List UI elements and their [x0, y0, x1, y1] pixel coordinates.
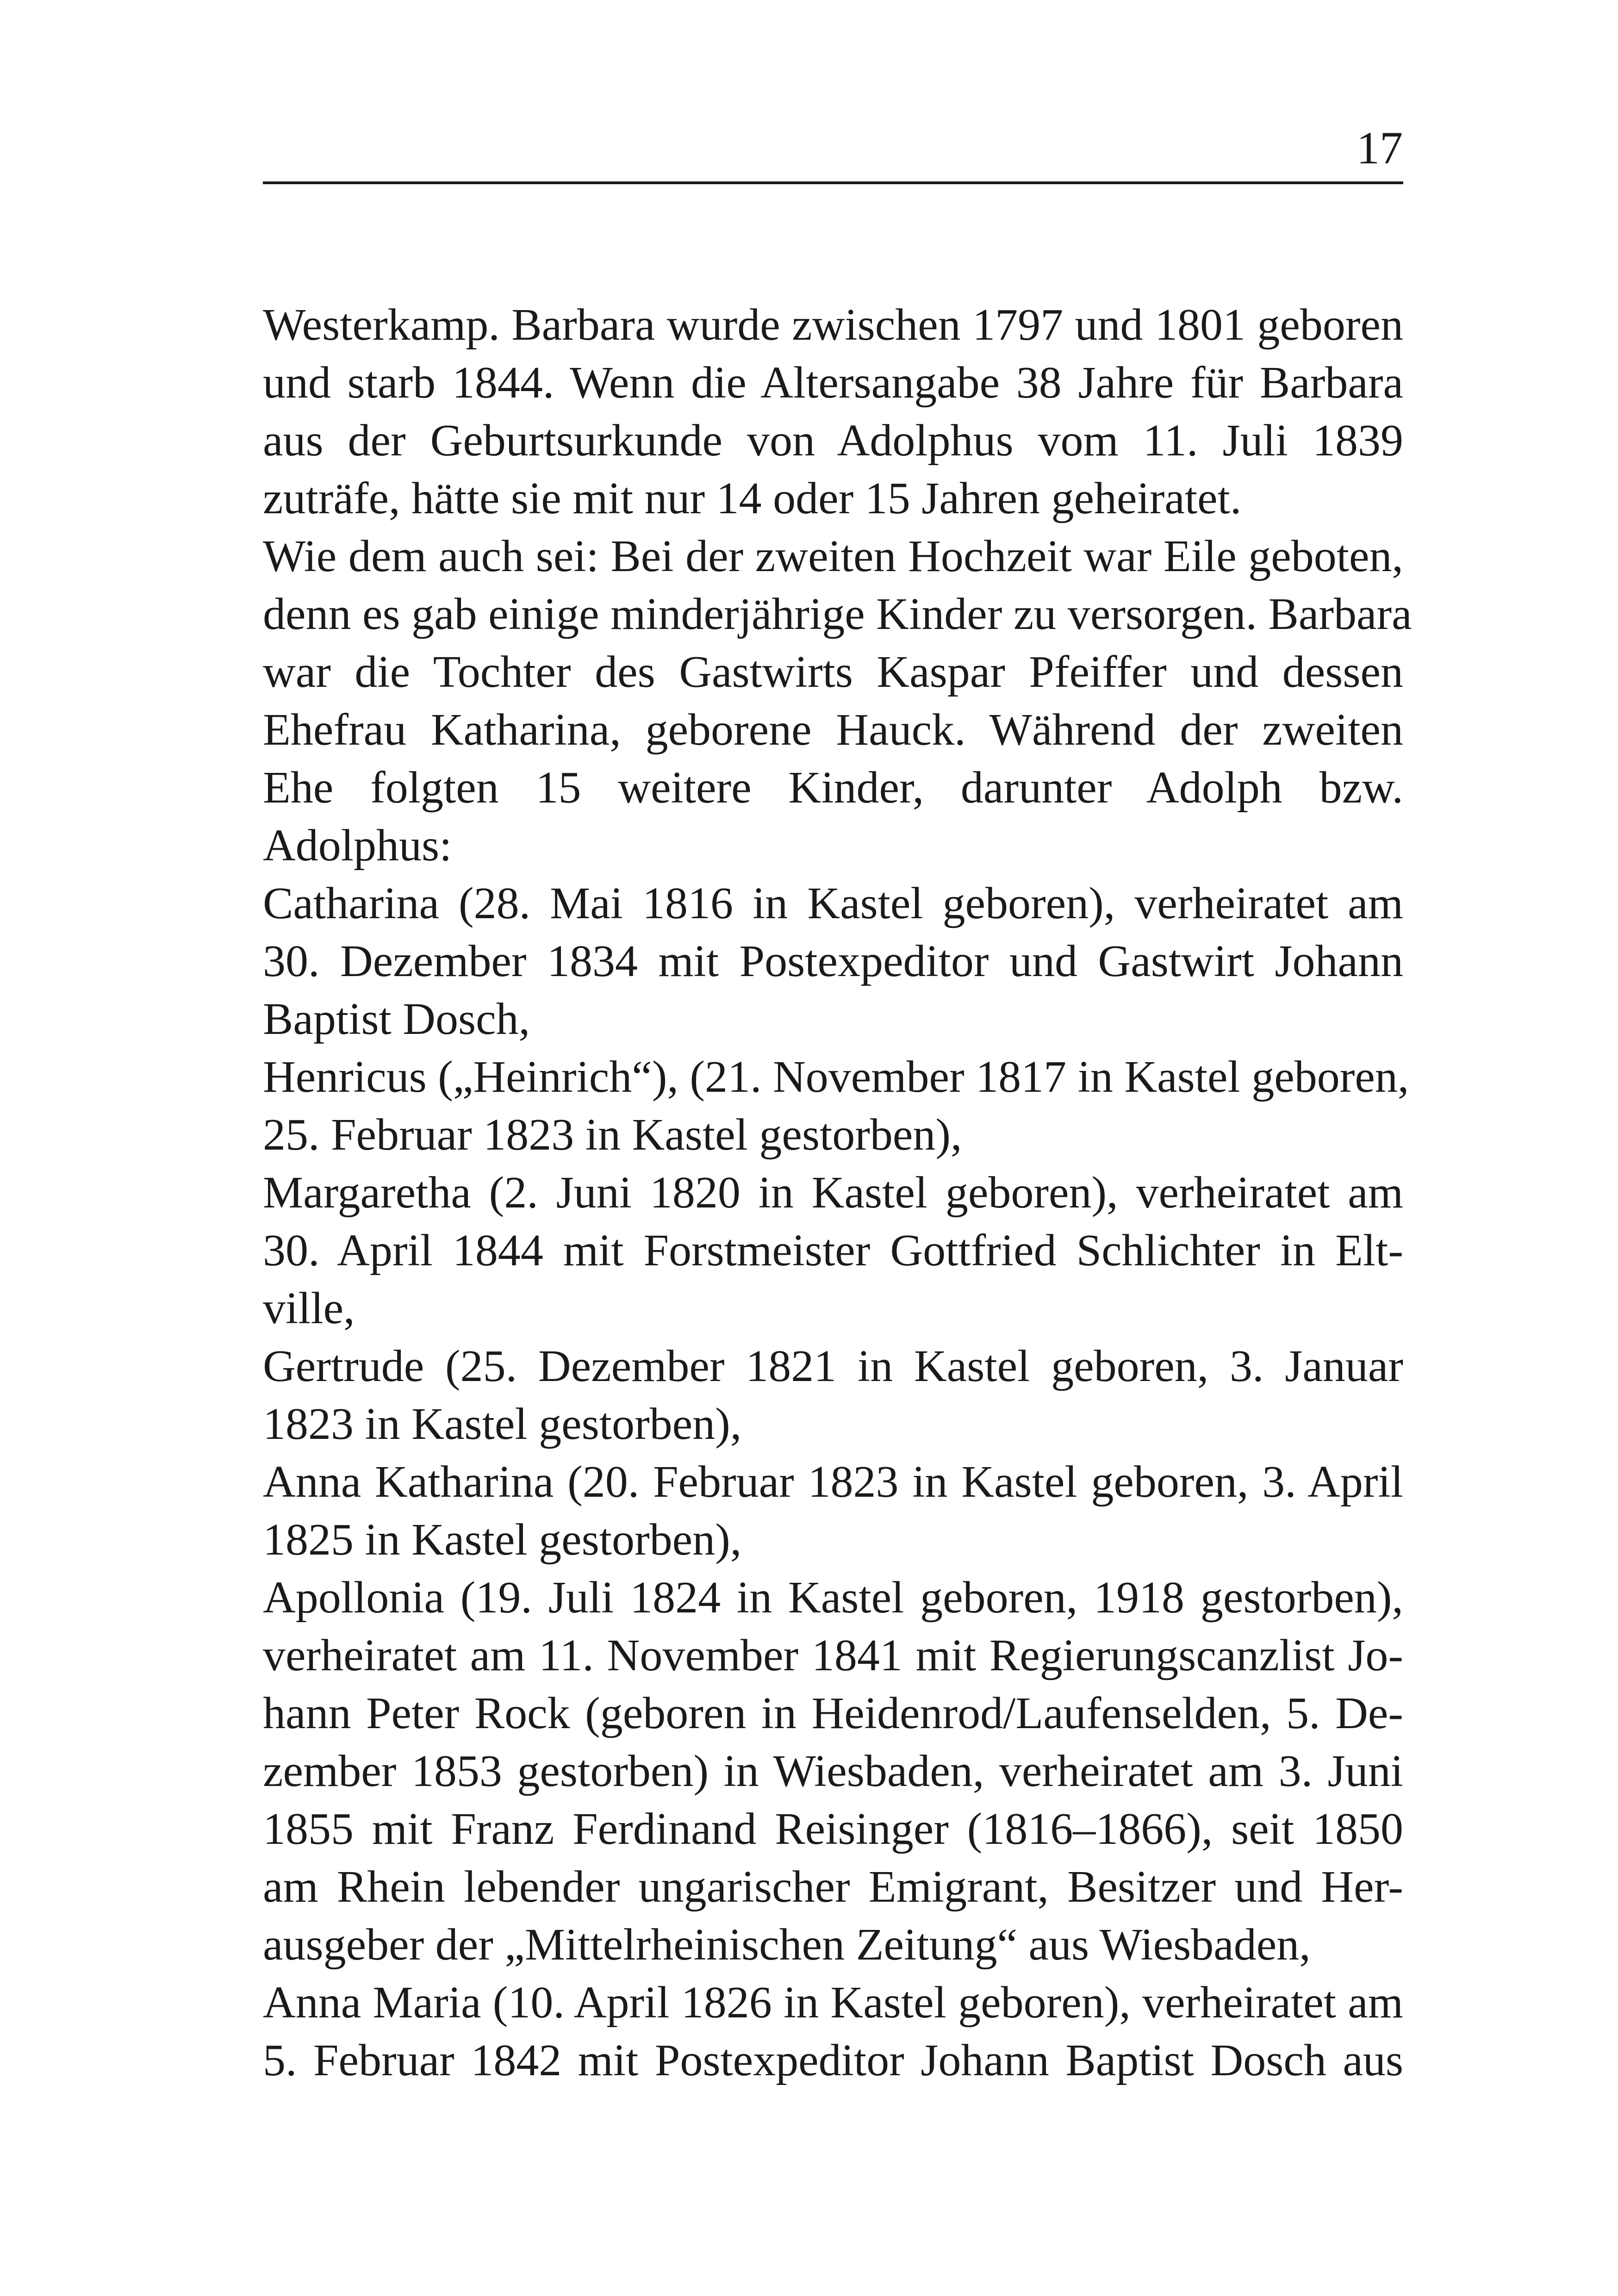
- text-line: Henricus („Heinrich“), (21. November 1817 in Kastel geboren,: [263, 1052, 1409, 1102]
- text-line: am Rhein lebender ungarischer Emigrant, Besitzer und Her-: [263, 1862, 1403, 1912]
- text-line: Westerkamp. Barbara wurde zwischen 1797 und 1801 geboren: [263, 300, 1403, 350]
- text-line: 1855 mit Franz Ferdinand Reisinger (1816–1866), seit 1850: [263, 1804, 1403, 1854]
- text-line: hann Peter Rock (geboren in Heidenrod/Laufenselden, 5. De-: [263, 1688, 1403, 1738]
- text-line: Catharina (28. Mai 1816 in Kastel geboren), verheiratet am: [263, 878, 1403, 928]
- text-line: denn es gab einige minderjährige Kinder zu versorgen. Barbara: [263, 589, 1412, 639]
- text-line: ville,: [263, 1283, 355, 1333]
- text-line: 30. April 1844 mit Forstmeister Gottfried Schlichter in Elt-: [263, 1226, 1403, 1276]
- text-line: 5. Februar 1842 mit Postexpeditor Johann Baptist Dosch aus: [263, 2035, 1403, 2085]
- text-line: 1823 in Kastel gestorben),: [263, 1399, 742, 1449]
- text-line: Wie dem auch sei: Bei der zweiten Hochzeit war Eile geboten,: [263, 531, 1403, 581]
- text-line: Anna Maria (10. April 1826 in Kastel geboren), verheiratet am: [263, 1978, 1403, 2028]
- page-number: 17: [1357, 122, 1403, 174]
- text-line: Ehefrau Katharina, geborene Hauck. Während der zweiten: [263, 705, 1403, 755]
- text-line: 25. Februar 1823 in Kastel gestorben),: [263, 1110, 962, 1160]
- text-line: aus der Geburtsurkunde von Adolphus vom 11. Juli 1839: [263, 416, 1403, 466]
- text-line: 30. Dezember 1834 mit Postexpeditor und Gastwirt Johann: [263, 936, 1403, 986]
- text-line: Apollonia (19. Juli 1824 in Kastel geboren, 1918 gestorben),: [263, 1573, 1403, 1623]
- text-line: war die Tochter des Gastwirts Kaspar Pfeiffer und dessen: [263, 647, 1403, 697]
- body-text: [263, 296, 1412, 2090]
- text-line: zember 1853 gestorben) in Wiesbaden, verheiratet am 3. Juni: [263, 1746, 1403, 1796]
- text-line: Adolphus:: [263, 821, 452, 871]
- text-line: Anna Katharina (20. Februar 1823 in Kastel geboren, 3. April: [263, 1457, 1403, 1507]
- text-line: verheiratet am 11. November 1841 mit Regierungscanzlist Jo-: [263, 1630, 1403, 1680]
- text-line: Baptist Dosch,: [263, 994, 530, 1044]
- text-line: 1825 in Kastel gestorben),: [263, 1515, 742, 1565]
- text-line: Gertrude (25. Dezember 1821 in Kastel geboren, 3. Januar: [263, 1341, 1403, 1391]
- text-line: Ehe folgten 15 weitere Kinder, darunter Adolph bzw.: [263, 763, 1403, 813]
- text-line: ausgeber der „Mittelrheinischen Zeitung“ aus Wiesbaden,: [263, 1920, 1311, 1970]
- header-rule: [263, 181, 1403, 184]
- text-line: zuträfe, hätte sie mit nur 14 oder 15 Jahren geheiratet.: [263, 473, 1242, 523]
- text-line: Margaretha (2. Juni 1820 in Kastel geboren), verheiratet am: [263, 1168, 1403, 1218]
- text-line: und starb 1844. Wenn die Altersangabe 38 Jahre für Barbara: [263, 358, 1403, 408]
